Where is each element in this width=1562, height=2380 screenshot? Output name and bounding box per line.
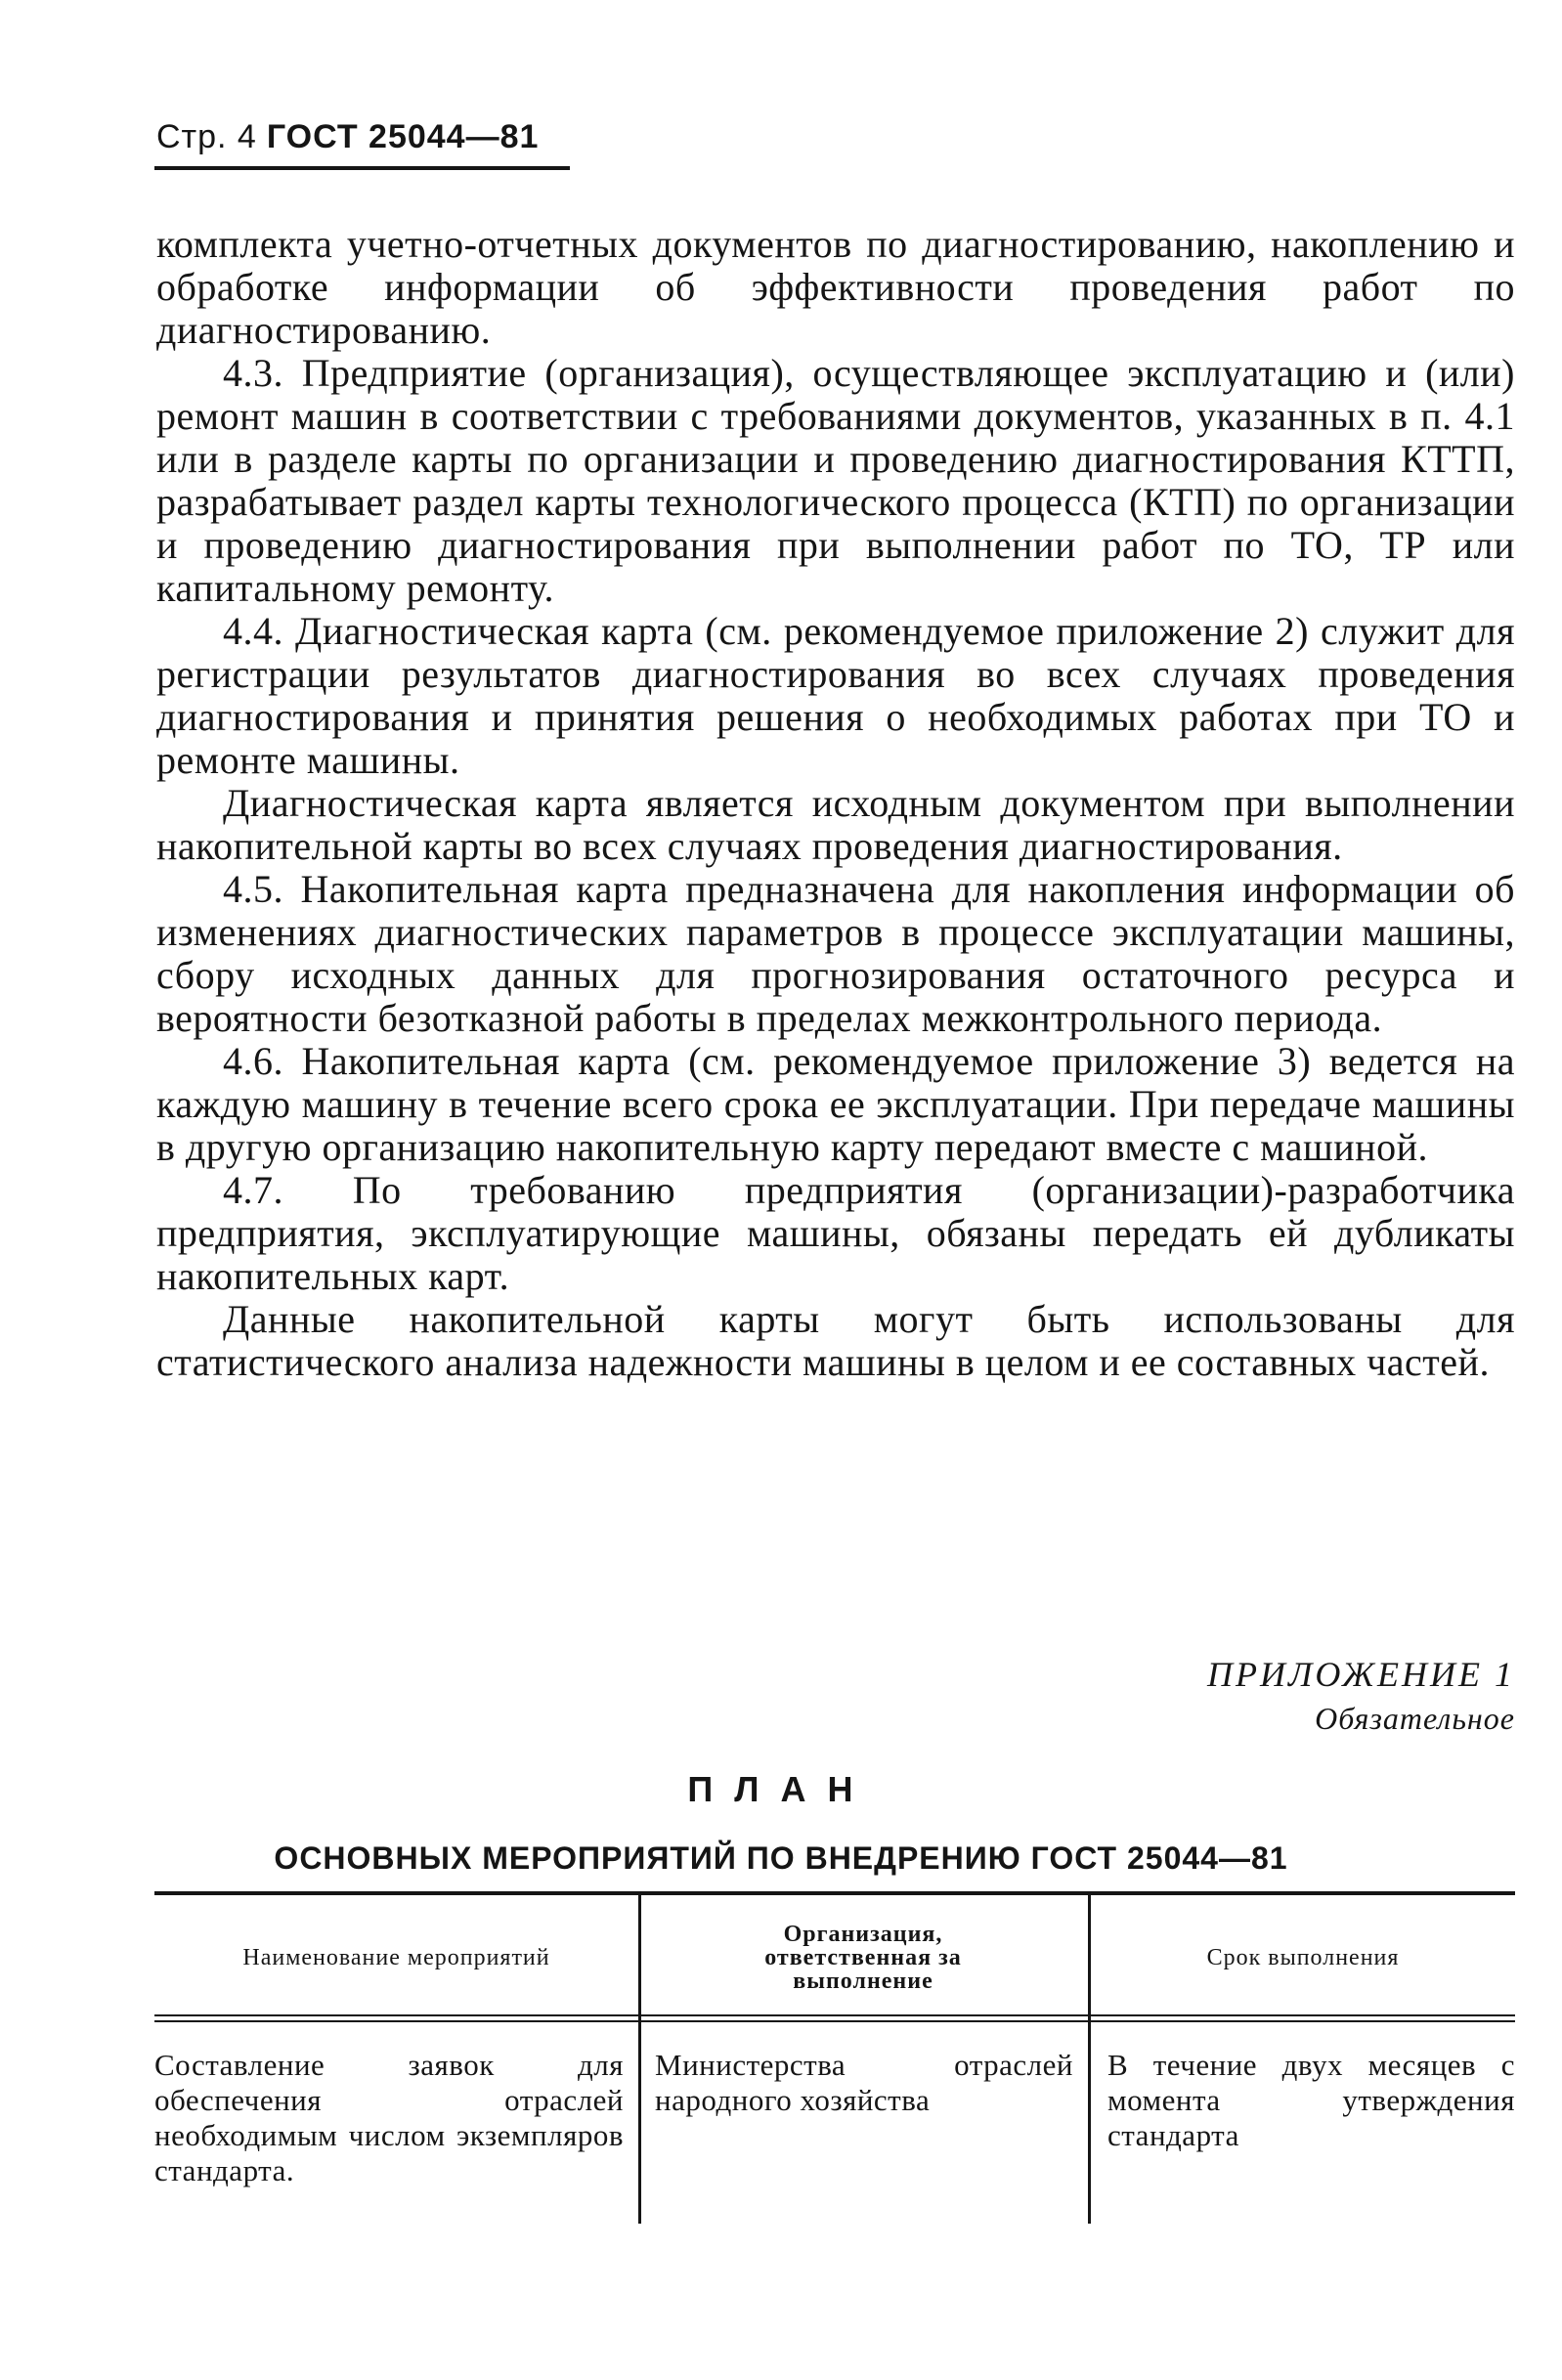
appendix-status: Обязательное xyxy=(1315,1701,1515,1736)
page-number: Стр. 4 xyxy=(156,118,257,155)
paragraph-continuation: комплекта учетно-отчетных документов по диагностированию, накоплению и обработке информации об эффективности проведения работ по диагностированию. xyxy=(156,222,1515,352)
table-column-divider xyxy=(638,1891,641,2224)
measures-table xyxy=(154,1891,1515,2224)
table-cell-deadline: В течение двух месяцев с момента утверждения стандарта xyxy=(1107,2048,1515,2152)
body-text xyxy=(156,223,1515,1384)
page-header xyxy=(156,117,567,156)
table-header-organization: Организация, ответственная за выполнение xyxy=(764,1921,962,1994)
paragraph-card-data: Данные накопительной карты могут быть использованы для статистического анализа надежности машины в целом и ее составных частей. xyxy=(156,1297,1515,1384)
header-rule xyxy=(154,166,570,170)
appendix-label-block xyxy=(1207,1652,1515,1740)
plan-subtitle: ОСНОВНЫХ МЕРОПРИЯТИЙ ПО ВНЕДРЕНИЮ ГОСТ 25044—81 xyxy=(274,1840,1288,1876)
paragraph-4-3: 4.3. Предприятие (организация), осуществляющее эксплуатацию и (или) ремонт машин в соответствии с требованиями документов, указанных в п. 4.1 или в разделе карты по организации и проведению диагностирования КТТП, разрабатывает раздел карты технологического процесса (КТП) по организации и проведению диагностирования при выполнении работ по ТО, ТР или капитальному ремонту. xyxy=(156,351,1515,610)
paragraph-4-7: 4.7. По требованию предприятия (организации)-разработчика предприятия, эксплуатирующие машины, обязаны передать ей дубликаты накопительных карт. xyxy=(156,1168,1515,1298)
paragraph-4-5: 4.5. Накопительная карта предназначена для накопления информации об изменениях диагностических параметров в процессе эксплуатации машины, сбору исходных данных для прогнозирования остаточного ресурса и вероятности безотказной работы в пределах межконтрольного периода. xyxy=(156,867,1515,1040)
paragraph-4-4: 4.4. Диагностическая карта (см. рекомендуемое приложение 2) служит для регистрации результатов диагностирования во всех случаях проведения диагностирования и принятия решения о необходимых работах при ТО и ремонте машины. xyxy=(156,609,1515,782)
table-cell-organization: Министерства отраслей народного хозяйства xyxy=(655,2048,1073,2117)
paragraph-diagnostic-card: Диагностическая карта является исходным документом при выполнении накопительной карты во всех случаях проведения диагностирования. xyxy=(156,781,1515,868)
table-header-deadline: Срок выполнения xyxy=(1206,1944,1400,1970)
appendix-label: ПРИЛОЖЕНИЕ 1 xyxy=(1207,1655,1515,1694)
paragraph-4-6: 4.6. Накопительная карта (см. рекомендуемое приложение 3) ведется на каждую машину в течение всего срока ее эксплуатации. При передаче машины в другую организацию накопительную карту передают вместе с машиной. xyxy=(156,1039,1515,1169)
table-header-rule xyxy=(154,2014,1515,2016)
table-cell-activity: Составление заявок для обеспечения отраслей необходимым числом экземпляров стандарта. xyxy=(154,2048,624,2187)
table-header-activity: Наименование мероприятий xyxy=(242,1944,550,1970)
table-header-rule-double xyxy=(154,2020,1515,2022)
standard-designation: ГОСТ 25044—81 xyxy=(266,118,540,155)
plan-title: ПЛАН xyxy=(687,1769,875,1809)
table-top-rule xyxy=(154,1891,1515,1895)
